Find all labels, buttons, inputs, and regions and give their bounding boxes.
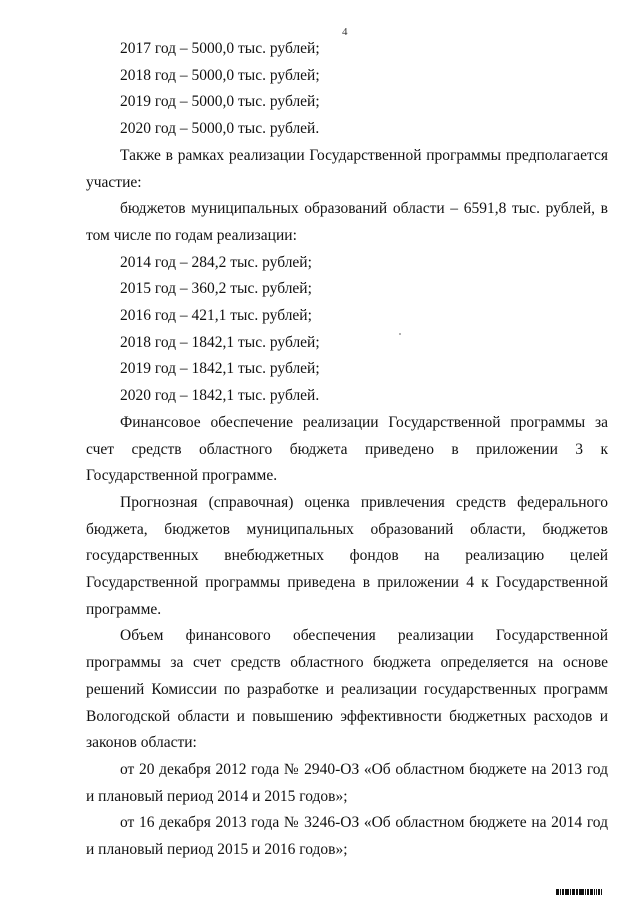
municipal-line-2020: 2020 год – 1842,1 тыс. рублей. xyxy=(120,387,320,405)
paragraph-funding-volume: Объем финансового обеспечения реализации Государственной программы за счет средств областного бюджета определяется на основе решений Комиссии по разработке и реализации государственных программ Вологодской области и повышению эффективности бюджетных расходов и законов области: xyxy=(86,627,608,752)
paragraph-municipal-budgets: бюджетов муниципальных образований области – 6591,8 тыс. рублей, в том числе по годам реализации: xyxy=(86,200,608,244)
document-body xyxy=(86,36,608,864)
funding-line-2019: 2019 год – 5000,0 тыс. рублей; xyxy=(120,93,320,111)
scan-speck xyxy=(399,333,401,335)
municipal-line-2018: 2018 год – 1842,1 тыс. рублей; xyxy=(120,333,320,351)
municipal-line-2014: 2014 год – 284,2 тыс. рублей; xyxy=(120,253,312,271)
municipal-line-2019: 2019 год – 1842,1 тыс. рублей; xyxy=(120,360,320,378)
scan-barcode-mark xyxy=(556,887,620,895)
paragraph-participation: Также в рамках реализации Государственной программы предполагается участие: xyxy=(86,146,608,191)
law-reference-2013: от 16 декабря 2013 года № 3246-ОЗ «Об областном бюджете на 2014 год и плановый период 2015 и 2016 годов»; xyxy=(86,814,608,859)
page-number: 4 xyxy=(342,26,348,38)
funding-line-2017: 2017 год – 5000,0 тыс. рублей; xyxy=(120,40,320,57)
law-reference-2012: от 20 декабря 2012 года № 2940-ОЗ «Об областном бюджете на 2013 год и плановый период 2014 и 2015 годов»; xyxy=(86,760,608,805)
municipal-line-2016: 2016 год – 421,1 тыс. рублей; xyxy=(120,307,312,325)
municipal-line-2015: 2015 год – 360,2 тыс. рублей; xyxy=(120,280,312,298)
funding-line-2020: 2020 год – 5000,0 тыс. рублей. xyxy=(120,120,320,138)
paragraph-forecast-estimate: Прогнозная (справочная) оценка привлечения средств федерального бюджета, бюджетов муниципальных образований области, бюджетов государственных внебюджетных фондов на реализацию целей Государственной программы приведена в приложении 4 к Государственной программе. xyxy=(86,493,608,618)
funding-line-2018: 2018 год – 5000,0 тыс. рублей; xyxy=(120,66,320,84)
paragraph-regional-budget-appendix: Финансовое обеспечение реализации Государственной программы за счет средств областного бюджета приведено в приложении 3 к Государственной программе. xyxy=(86,413,608,485)
